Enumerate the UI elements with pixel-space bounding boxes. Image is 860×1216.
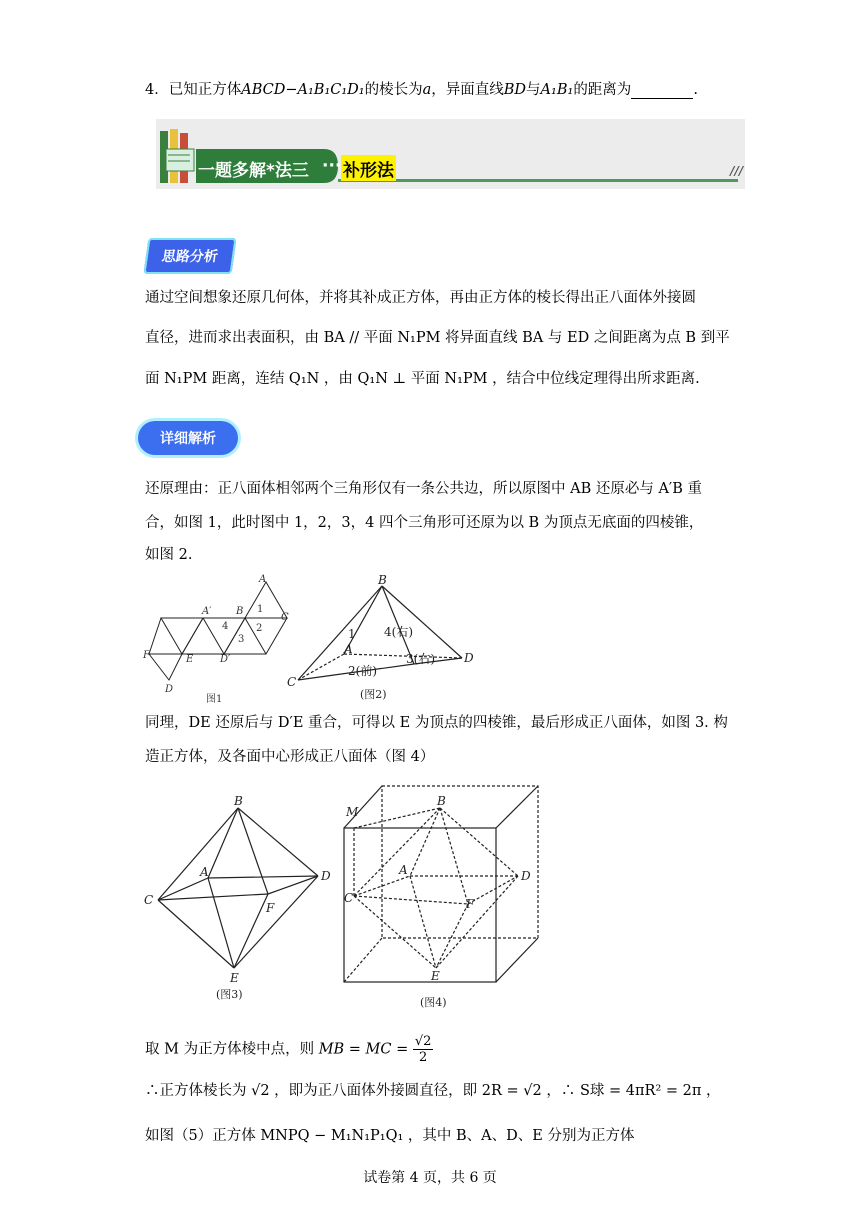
svg-text:C: C (287, 675, 297, 689)
page-footer: 试卷第 4 页，共 6 页 (363, 1170, 497, 1186)
analysis-line-3: 面 N₁PM 距离，连结 Q₁N ，由 Q₁N ⊥ 平面 N₁PM ，结合中位线定理得出所求距离. (145, 371, 700, 387)
svg-text:B: B (234, 794, 243, 808)
banner-method: 补形法 (343, 161, 394, 181)
svg-text:D: D (464, 651, 474, 665)
svg-text:(图2): (图2) (360, 688, 387, 701)
svg-text:C: C (344, 891, 354, 905)
svg-text:(图3): (图3) (216, 988, 243, 1001)
svg-text:E: E (230, 971, 239, 985)
svg-text:3(右): 3(右) (406, 652, 435, 666)
svg-text:2: 2 (256, 623, 263, 634)
svg-text:F: F (466, 897, 475, 911)
detail-line-4: 同理，DE 还原后与 D′E 重合，可得以 E 为顶点的四棱锥，最后形成正八面体，如图 3. 构 (145, 715, 728, 731)
question-line: 4．已知正方体ABCD−A₁B₁C₁D₁的棱长为a，异面直线BD与A₁B₁的距离为 . (145, 82, 698, 98)
detail-line-2: 合，如图 1，此时图中 1，2，3，4 四个三角形可还原为以 B 为顶点无底面的四棱锥， (145, 515, 704, 531)
svg-text:C: C (144, 893, 154, 907)
svg-text:D: D (165, 684, 174, 695)
section-label-detail: 详细解析 (138, 421, 238, 455)
svg-text:F: F (266, 901, 275, 915)
svg-text:4: 4 (222, 621, 229, 632)
svg-text:C: C (281, 612, 289, 623)
ruler-pencil-icon (160, 129, 194, 183)
banner-title: 一题多解*法三 (198, 161, 309, 181)
svg-text:A′: A′ (202, 606, 212, 617)
svg-text:D: D (321, 869, 331, 883)
svg-text:(图4): (图4) (420, 996, 447, 1009)
svg-text:F: F (143, 650, 150, 661)
analysis-line-1: 通过空间想象还原几何体，并将其补成正方体，再由正方体的棱长得出正八面体外接圆 (145, 290, 696, 306)
figure-3-octahedron (140, 790, 340, 1006)
svg-text:2(前): 2(前) (348, 664, 377, 678)
detail-line-1: 还原理由：正八面体相邻两个三角形仅有一条公共边，所以原图中 AB 还原必与 A′B 重 (145, 481, 702, 497)
svg-text:D′: D′ (220, 654, 231, 665)
svg-text:A: A (259, 574, 267, 585)
sqrt2-over-2: $\frac{√2}{2}$ (414, 1034, 432, 1065)
answer-blank (631, 84, 693, 99)
svg-text:图1: 图1 (206, 694, 223, 704)
detail-line-fig5: 如图（5）正方体 MNPQ − M₁N₁P₁Q₁ ，其中 B、A、D、E 分别为正方体 (145, 1128, 635, 1144)
svg-text:E: E (186, 654, 194, 665)
svg-text:E: E (431, 969, 440, 983)
svg-text:3: 3 (238, 634, 245, 645)
svg-text:D: D (521, 869, 531, 883)
detail-line-mb: 取 M 为正方体棱中点，则 MB = MC = $\frac{√2}{2}$ (145, 1034, 432, 1065)
banner-dots: ··· (322, 156, 342, 176)
svg-text:1: 1 (348, 627, 356, 641)
svg-text:///: /// (730, 164, 744, 178)
svg-text:1: 1 (257, 604, 264, 615)
detail-line-3: 如图 2. (145, 547, 193, 563)
svg-text:A: A (200, 865, 209, 879)
figure-1-net (140, 572, 295, 704)
figure-2-pyramid (282, 574, 482, 702)
figure-4-cube-octahedron (340, 782, 550, 1014)
detail-line-edge: ∴正方体棱长为 √2 ，即为正八面体外接圆直径，即 2R = √2 ，∴ S球 = 4πR² = 2π ， (145, 1083, 721, 1099)
svg-text:B: B (437, 794, 446, 808)
section-label-analysis: 思路分析 (143, 238, 236, 274)
svg-text:A: A (399, 863, 408, 877)
analysis-line-2: 直径，进而求出表面积，由 BA // 平面 N₁PM 将异面直线 BA 与 ED 之间距离为点 B 到平 (145, 330, 730, 346)
svg-text:A: A (344, 642, 353, 656)
svg-text:B: B (236, 606, 244, 617)
svg-text:4(右): 4(右) (384, 625, 413, 639)
detail-line-5: 造正方体，及各面中心形成正八面体（图 4） (145, 749, 435, 765)
svg-text:M: M (346, 805, 359, 819)
svg-text:B: B (378, 574, 387, 587)
